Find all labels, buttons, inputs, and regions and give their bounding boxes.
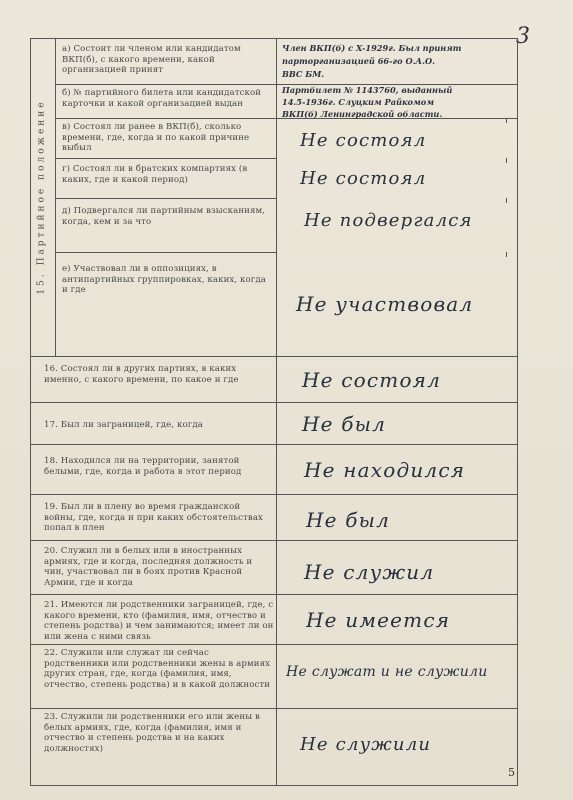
section-label-divider (55, 38, 56, 356)
answer-15a-line-1: Член ВКП(б) с X-1929г. Был принят (282, 43, 462, 53)
answer-17: Не был (302, 412, 387, 436)
edge-tick (506, 252, 507, 257)
answer-22: Не служат и не служили (286, 664, 488, 680)
row-divider (30, 644, 518, 645)
answer-16: Не состоял (302, 368, 442, 392)
answer-15a-line-3: ВВС БМ. (282, 69, 325, 79)
answer-23: Не служили (300, 734, 432, 755)
answer-15b-line-2: 14.5-1936г. Слуцким Рaйкомом (282, 97, 434, 107)
question-18: 18. Находился ли на территории, занятой белыми, где, когда и работа в этот период (44, 456, 242, 477)
answer-21: Не имеется (306, 608, 451, 632)
row-divider (30, 540, 518, 541)
row-divider (30, 356, 518, 357)
answer-15a-line-2: парторганизацией 66-го О.А.О. (282, 56, 435, 66)
question-15v: в) Состоял ли ранее в ВКП(б), сколько времени, где, когда и по какой причине выбыл (62, 122, 250, 154)
edge-tick (506, 118, 507, 123)
edge-tick (506, 158, 507, 163)
question-23: 23. Служили ли родственники его или жены в белых армиях, где, когда (фамилия, имя и отчество и степень родства и на каких должностях) (44, 712, 260, 754)
answer-19: Не был (306, 508, 391, 532)
question-19: 19. Был ли в плену во время гражданской войны, где, когда и при каких обстоятельствах попал в плен (44, 502, 263, 534)
answer-15b-line-1: Партбилет № 1143760, выданный (282, 85, 453, 95)
question-16: 16. Состоял ли в других партиях, в каких именно, с какого времени, по какое и где (44, 364, 239, 385)
footer-number: 5 (508, 766, 515, 779)
row-divider (30, 708, 518, 709)
answer-15d: Не подвергался (304, 210, 473, 231)
row-divider (55, 198, 276, 199)
question-15b: б) № партийного билета или кандидатской карточки и какой организацией выдан (62, 88, 262, 109)
answer-20: Не служил (304, 560, 435, 584)
question-22: 22. Служили или служат ли сейчас родственники или родственники жены в армиях других стран, где, когда (фамилия, имя, отчество, степень родства) и в какой должности (44, 648, 271, 690)
question-15e: е) Участвовал ли в оппозициях, в антипартийных группировках, каких, когда и где (62, 264, 266, 296)
section-15-label-text: 15. Партийное положение (37, 99, 47, 295)
section-15-label (31, 40, 53, 354)
question-15d: д) Подвергался ли партийным взысканиям, когда, кем и за что (62, 206, 266, 227)
row-divider (55, 158, 276, 159)
row-divider (30, 444, 518, 445)
answer-18: Не находился (304, 458, 466, 482)
column-divider (276, 38, 277, 786)
page-number: 3 (516, 24, 530, 49)
question-20: 20. Служил ли в белых или в иностранных армиях, где и когда, последняя должность и чин, участвовал ли в боях против Красной Армии, где и когда (44, 546, 253, 588)
question-15g: г) Состоял ли в братских компартиях (в каких, где и какой период) (62, 164, 248, 185)
question-17: 17. Был ли заграницей, где, когда (44, 420, 203, 430)
question-15a: а) Состоит ли членом или кандидатом ВКП(б), с какого времени, какой организацией принят (62, 44, 241, 76)
answer-15b-line-3: ВКП(б) Ленинградской области. (282, 109, 443, 119)
row-divider (30, 402, 518, 403)
answer-15v: Не состоял (300, 130, 427, 151)
row-divider (55, 252, 276, 253)
question-21: 21. Имеются ли родственники заграницей, где, с какого времени, кто (фамилия, имя, отчество и степень родства) и чем занимаются; имеет ли он или жена с ними связь (44, 600, 274, 642)
row-divider (30, 494, 518, 495)
answer-15g: Не состоял (300, 168, 427, 189)
answer-15e: Не участвовал (296, 292, 474, 316)
edge-tick (506, 198, 507, 203)
row-divider (30, 594, 518, 595)
